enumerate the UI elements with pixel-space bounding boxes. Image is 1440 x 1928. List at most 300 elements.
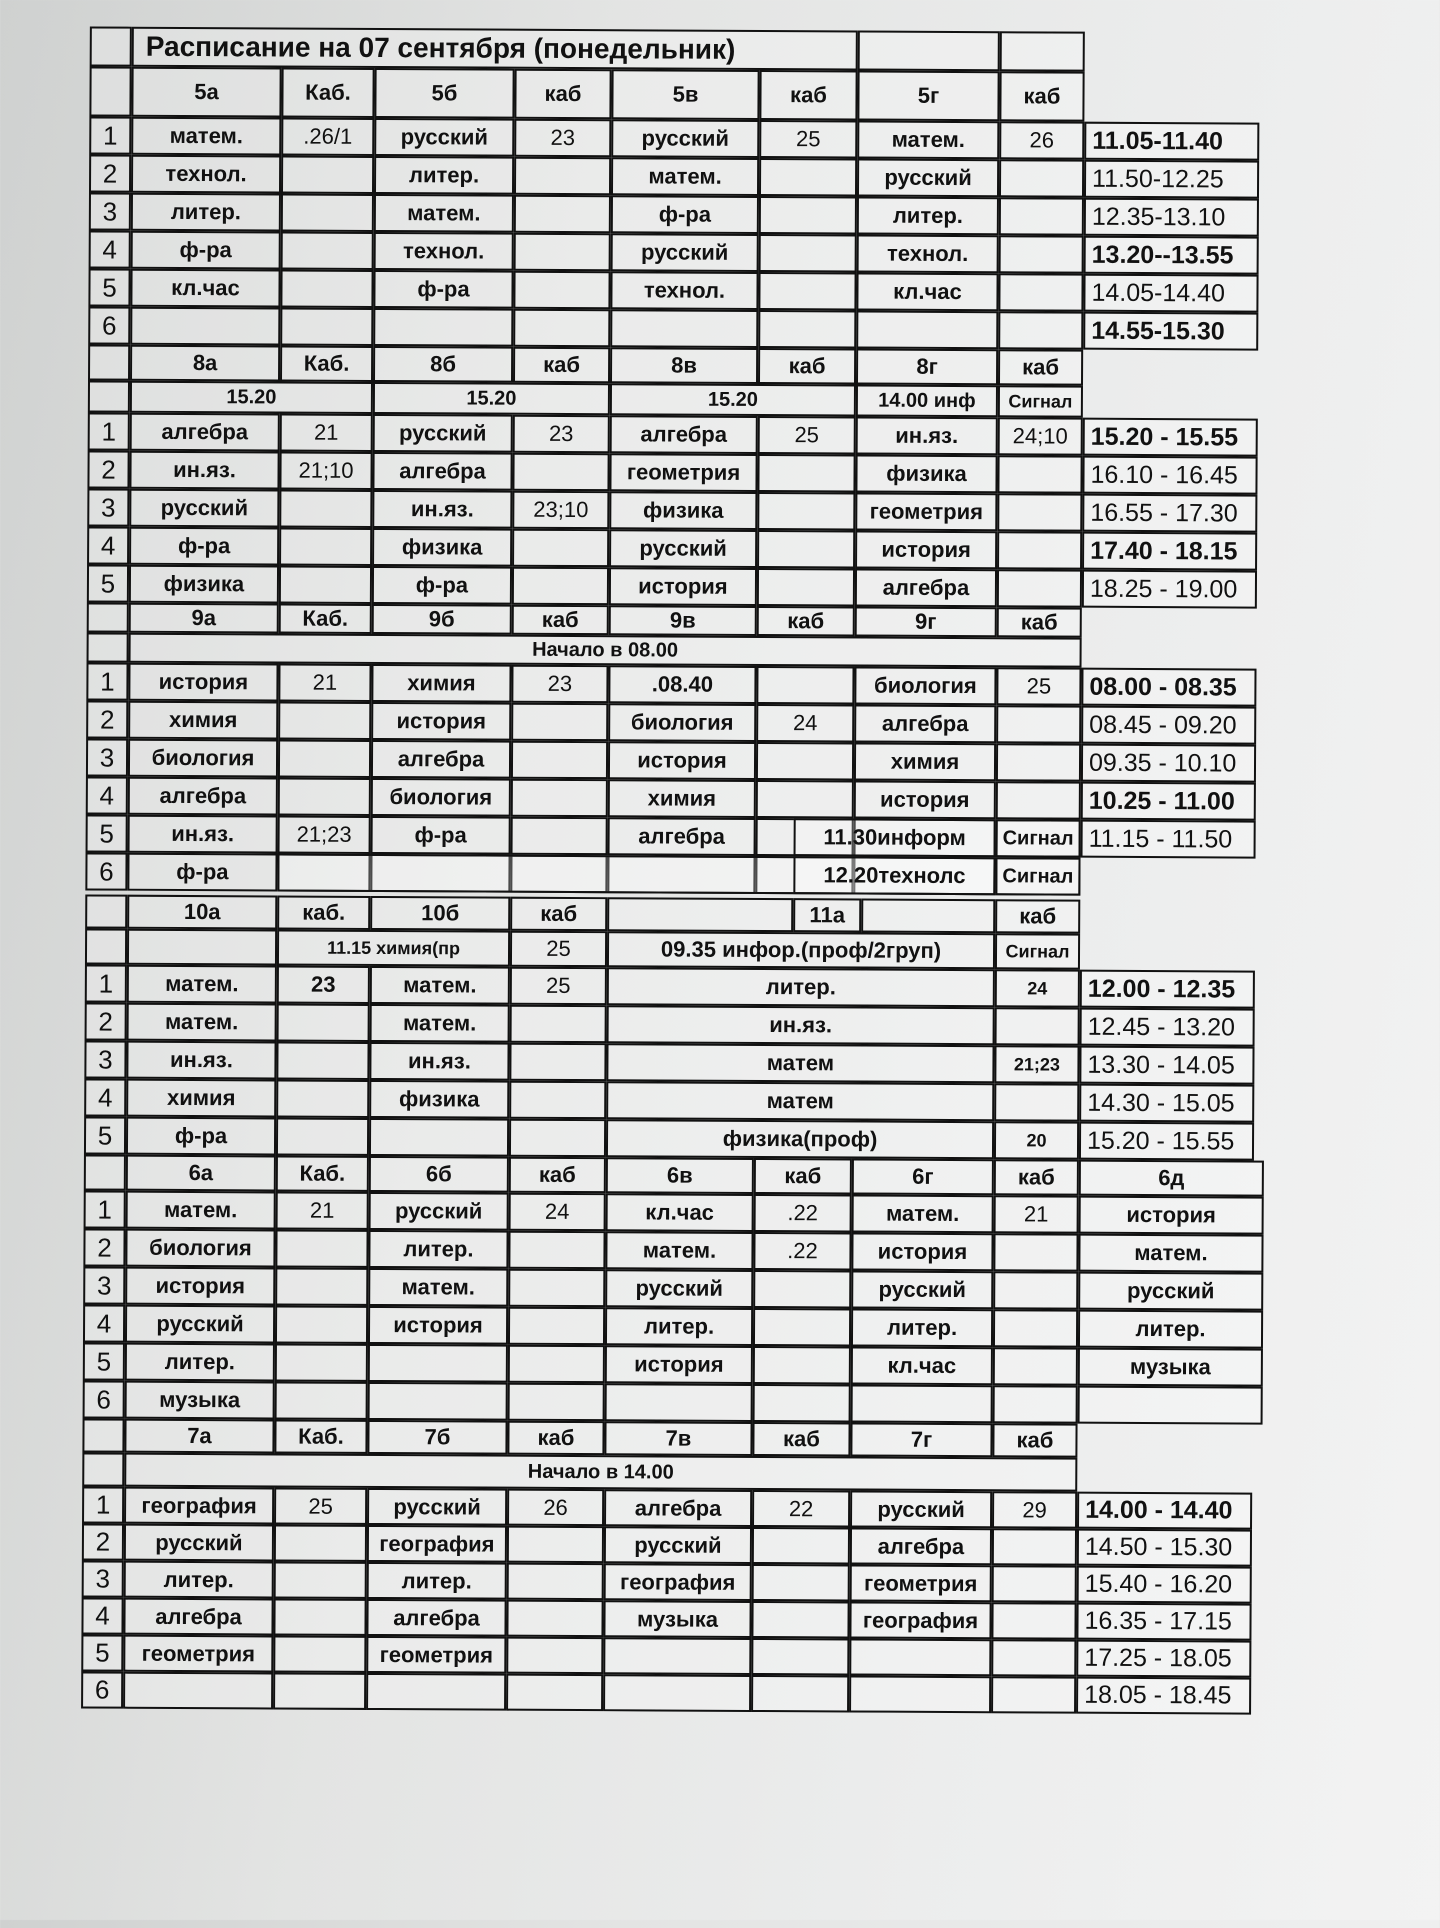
subject-cell: алгебра <box>130 413 280 452</box>
subject-cell: литер. <box>374 156 514 195</box>
lesson-time: 14.30 - 15.05 <box>1079 1084 1254 1123</box>
subject-cell: география <box>367 1525 507 1563</box>
subject-cell: биология <box>125 1229 275 1268</box>
start-time: 15.20 <box>373 382 610 415</box>
subject-cell: химия <box>371 664 511 703</box>
lesson-number: 2 <box>87 450 129 488</box>
column-header: 6б <box>369 1156 509 1193</box>
column-header: каб <box>998 349 1083 385</box>
room-cell <box>997 455 1082 493</box>
room-cell: 23 <box>277 965 370 1003</box>
blank <box>85 894 127 928</box>
lesson-number: 3 <box>89 192 131 230</box>
room-cell <box>273 1672 366 1709</box>
lesson-number: 6 <box>88 306 130 344</box>
subject-cell: алгебра <box>371 740 511 779</box>
lesson-number: 6 <box>85 852 127 890</box>
column-header: каб <box>995 899 1080 933</box>
lesson-time: 14.05-14.40 <box>1083 274 1258 313</box>
subject-cell: история <box>128 663 278 702</box>
room-cell <box>279 527 372 565</box>
room-cell: 20 <box>994 1121 1079 1159</box>
room-cell: 26 <box>999 121 1084 159</box>
subject-cell <box>605 1383 753 1422</box>
lesson-number: 4 <box>87 526 129 564</box>
subject-cell: география <box>604 1563 752 1601</box>
subject-cell: русский <box>851 1270 993 1309</box>
room-cell <box>756 742 854 781</box>
subject-cell: география <box>849 1601 991 1639</box>
room-cell <box>759 234 857 273</box>
room-cell <box>514 195 611 234</box>
room-cell <box>275 1267 368 1305</box>
room-cell <box>511 817 608 856</box>
room-cell: 21;23 <box>278 815 371 853</box>
subject-cell: история <box>851 1232 993 1271</box>
room-cell: 23 <box>514 119 611 158</box>
subject-cell: география <box>124 1487 274 1525</box>
subject-cell: физика <box>609 491 757 530</box>
column-header: Каб. <box>274 1419 367 1453</box>
room-cell <box>508 1345 605 1384</box>
room-cell <box>507 1526 604 1564</box>
lesson-number: 1 <box>86 662 128 700</box>
lesson-number: 4 <box>84 1078 126 1116</box>
room-cell <box>996 705 1081 743</box>
room-cell <box>507 1563 604 1601</box>
column-header: каб <box>992 1423 1077 1457</box>
column-header: каб <box>514 69 611 120</box>
lesson-time: 15.40 - 16.20 <box>1077 1566 1252 1604</box>
column-header: 8б <box>373 346 513 383</box>
room-cell <box>992 1565 1077 1602</box>
lesson-time: 12.35-13.10 <box>1084 198 1259 237</box>
subject-cell: биология <box>128 739 278 778</box>
room-cell <box>280 269 373 307</box>
room-cell <box>513 271 610 310</box>
blank <box>127 929 277 966</box>
room-cell <box>276 1079 369 1117</box>
title-blank <box>858 30 1000 71</box>
subject-cell: матем. <box>127 1003 277 1042</box>
lesson-number: 4 <box>86 776 128 814</box>
room-cell <box>992 1528 1077 1565</box>
room-cell <box>756 666 854 705</box>
lesson-number: 5 <box>87 564 129 602</box>
lesson-number: 1 <box>85 964 127 1002</box>
room-cell <box>997 569 1082 607</box>
subject-cell: ф-ра <box>373 270 513 309</box>
room-cell <box>278 701 371 739</box>
subject-cell: история <box>609 567 757 606</box>
column-header: каб <box>513 347 610 384</box>
column-header: каб <box>510 897 607 932</box>
title-blank <box>1000 31 1085 71</box>
column-header: Каб. <box>276 1155 369 1191</box>
subject-cell <box>849 1675 991 1713</box>
subject-cell: матем. <box>374 194 514 233</box>
lesson-number: 3 <box>87 488 129 526</box>
subject-cell <box>123 1672 273 1710</box>
subject-cell: литер. <box>607 967 995 1007</box>
blank <box>82 1452 124 1486</box>
column-header: 6а <box>126 1155 276 1192</box>
lesson-time: 14.50 - 15.30 <box>1077 1529 1252 1567</box>
lesson-number: 4 <box>83 1304 125 1342</box>
room-cell <box>512 529 609 568</box>
lesson-number: 6 <box>81 1671 123 1708</box>
column-header: каб <box>512 605 609 636</box>
room-cell <box>512 567 609 606</box>
room-cell <box>278 777 371 815</box>
header-blank <box>89 66 131 116</box>
room-cell: 23 <box>511 665 608 704</box>
subject-cell: матем. <box>370 1004 510 1043</box>
lesson-number: 1 <box>84 1190 126 1228</box>
room-cell <box>753 1270 851 1309</box>
room-cell <box>509 1081 606 1120</box>
room-cell: 25 <box>274 1487 367 1524</box>
column-header: 8а <box>130 345 280 382</box>
room-cell <box>999 197 1084 235</box>
lesson-time: 12.45 - 13.20 <box>1080 1008 1255 1047</box>
subject-cell: история <box>125 1267 275 1306</box>
subject-cell: геометрия <box>123 1635 273 1673</box>
subject-cell: русский <box>611 233 759 272</box>
room-cell: 23;10 <box>512 491 609 530</box>
room-cell <box>280 307 373 345</box>
start-time: 15.20 <box>610 383 856 416</box>
subject-cell: русский <box>374 118 514 157</box>
subject-cell: химия <box>854 742 996 781</box>
subject-cell: литер. <box>367 1562 507 1600</box>
lesson-number: 4 <box>81 1597 123 1634</box>
lesson-number: 5 <box>81 1634 123 1671</box>
lesson-number: 5 <box>84 1116 126 1154</box>
subject-cell: ф-ра <box>372 566 512 605</box>
subject-cell: история <box>368 1306 508 1345</box>
subject-cell: алгебра <box>855 568 997 607</box>
blank <box>88 380 130 412</box>
column-header: каб <box>754 1158 852 1195</box>
lesson-number: 2 <box>89 154 131 192</box>
room-cell: .26/1 <box>281 117 374 155</box>
subject-cell: кл.час <box>606 1193 754 1232</box>
subject-cell: ин.яз. <box>369 1042 509 1081</box>
room-cell <box>510 1005 607 1044</box>
lesson-number: 2 <box>85 1002 127 1040</box>
column-header: 5в <box>611 69 759 120</box>
subject-cell: ф-ра <box>131 231 281 270</box>
subject-cell: химия <box>608 779 756 818</box>
room-cell: 25 <box>758 416 856 455</box>
lesson-time: 12.00 - 12.35 <box>1080 970 1255 1009</box>
room-cell <box>758 272 856 311</box>
lesson-note: 09.35 инфор.(проф/2груп) <box>607 931 995 969</box>
lesson-number: 3 <box>82 1560 124 1597</box>
column-header <box>607 897 793 932</box>
lesson-number: 5 <box>83 1342 125 1380</box>
room-cell <box>999 159 1084 197</box>
column-header: каб <box>757 606 855 637</box>
lesson-number: 3 <box>86 738 128 776</box>
room-cell <box>506 1674 603 1712</box>
blank <box>85 928 127 964</box>
room-cell <box>997 531 1082 569</box>
subject-cell: матем. <box>127 965 277 1004</box>
column-header: 7б <box>367 1420 507 1455</box>
subject-cell: биология <box>608 703 756 742</box>
lesson-time: 09.35 - 10.10 <box>1081 744 1256 783</box>
subject-cell <box>851 1384 993 1423</box>
subject-cell: матем. <box>126 1191 276 1230</box>
room-cell <box>273 1635 366 1672</box>
lesson-number: 2 <box>82 1523 124 1560</box>
column-header: 6в <box>606 1157 754 1194</box>
lesson-time: 13.30 - 14.05 <box>1079 1046 1254 1085</box>
lesson-time: 14.55-15.30 <box>1083 312 1258 351</box>
room-cell <box>274 1524 367 1561</box>
room-cell <box>506 1637 603 1675</box>
room-cell <box>993 1271 1078 1309</box>
room-cell <box>509 1043 606 1082</box>
lesson-number: 1 <box>82 1486 124 1523</box>
lesson-time: 17.40 - 18.15 <box>1082 532 1257 571</box>
column-header: каб <box>758 348 856 385</box>
column-header: Каб. <box>279 603 372 633</box>
room-cell <box>996 781 1081 819</box>
room-cell <box>991 1639 1076 1676</box>
column-header: 10а <box>127 895 277 930</box>
room-cell <box>279 565 372 603</box>
subject-cell: химия <box>128 701 278 740</box>
subject-cell: физика <box>129 565 279 604</box>
room-cell <box>752 1564 850 1602</box>
room-cell <box>281 193 374 231</box>
subject-cell <box>1078 1386 1263 1425</box>
room-cell: 26 <box>507 1489 604 1527</box>
lesson-time: 16.35 - 17.15 <box>1076 1603 1251 1641</box>
room-cell: 21;10 <box>279 451 372 489</box>
column-header: 5а <box>131 67 281 118</box>
lesson-time: 11.15 - 11.50 <box>1081 820 1256 859</box>
subject-cell: биология <box>854 666 996 705</box>
room-cell <box>514 233 611 272</box>
column-header <box>861 899 995 934</box>
subject-cell: технол. <box>374 232 514 271</box>
room-cell <box>276 1041 369 1079</box>
subject-cell <box>603 1637 751 1675</box>
subject-cell: русский <box>604 1526 752 1564</box>
room-cell <box>759 158 857 197</box>
room-cell <box>508 1231 605 1270</box>
subject-cell: русский <box>124 1524 274 1562</box>
header-blank <box>88 344 130 380</box>
subject-cell: русский <box>609 529 757 568</box>
subject-cell: русский <box>857 158 999 197</box>
subject-cell <box>610 309 758 348</box>
column-header: 9а <box>129 603 279 634</box>
subject-cell <box>373 308 513 347</box>
lesson-time: 13.20--13.55 <box>1084 236 1259 275</box>
lesson-time: 15.20 - 15.55 <box>1079 1122 1254 1161</box>
column-header: 8г <box>856 348 998 385</box>
subject-cell: матем. <box>370 966 510 1005</box>
lesson-note: 12.20технолс <box>793 856 995 895</box>
subject-cell: русский <box>605 1269 753 1308</box>
lesson-number: 3 <box>83 1266 125 1304</box>
subject-cell: литер. <box>125 1343 275 1382</box>
column-header: каб <box>994 1159 1079 1195</box>
room-cell <box>757 454 855 493</box>
subject-cell: технол. <box>857 234 999 273</box>
room-cell <box>511 703 608 742</box>
lesson-number: 5 <box>88 268 130 306</box>
lesson-time: 08.45 - 09.20 <box>1081 706 1256 745</box>
room-cell <box>751 1601 849 1639</box>
room-cell <box>991 1676 1076 1713</box>
room-cell <box>994 1083 1079 1121</box>
room-cell <box>757 568 855 607</box>
start-note: Начало в 08.00 <box>129 633 1082 668</box>
room-cell <box>756 780 854 819</box>
subject-cell: геометрия <box>609 453 757 492</box>
room-cell: 22 <box>752 1490 850 1528</box>
subject-cell: русский <box>1078 1272 1263 1311</box>
room-cell <box>274 1561 367 1598</box>
column-header: 7г <box>850 1422 992 1457</box>
subject-cell: алгебра <box>854 704 996 743</box>
column-header: 7в <box>604 1421 752 1456</box>
signal-note: Сигнал <box>998 385 1083 417</box>
room-cell: 23 <box>513 415 610 454</box>
lesson-time: 18.05 - 18.45 <box>1076 1677 1251 1715</box>
room-cell <box>757 492 855 531</box>
room-cell <box>511 779 608 818</box>
subject-cell: литер. <box>857 196 999 235</box>
column-header: каб <box>752 1422 850 1457</box>
column-header: Каб. <box>280 345 373 381</box>
subject-cell: ф-ра <box>129 527 279 566</box>
room-cell: 25 <box>510 931 607 968</box>
start-time: 15.20 <box>130 381 373 414</box>
room-cell: .22 <box>754 1194 852 1233</box>
subject-cell <box>849 1638 991 1676</box>
subject-cell: матем. <box>131 117 281 156</box>
lesson-number: 2 <box>86 700 128 738</box>
subject-cell: .08.40 <box>608 665 756 704</box>
room-cell <box>751 1638 849 1676</box>
room-cell <box>513 309 610 348</box>
subject-cell: литер. <box>851 1308 993 1347</box>
lesson-time: 17.25 - 18.05 <box>1076 1640 1251 1678</box>
subject-cell: биология <box>371 778 511 817</box>
subject-cell: русский <box>850 1490 992 1528</box>
start-time: 14.00 инф <box>856 384 998 417</box>
subject-cell: геометрия <box>855 492 997 531</box>
subject-cell <box>856 310 998 349</box>
lesson-number: 4 <box>89 230 131 268</box>
subject-cell: технол. <box>131 155 281 194</box>
subject-cell: геометрия <box>850 1564 992 1602</box>
room-cell <box>277 1003 370 1041</box>
subject-cell: история <box>1079 1196 1264 1235</box>
room-cell <box>278 739 371 777</box>
room-cell: 25 <box>759 120 857 159</box>
room-cell: 24 <box>995 969 1080 1007</box>
subject-cell: алгебра <box>372 452 512 491</box>
lesson-time: 11.50-12.25 <box>1084 160 1259 199</box>
subject-cell: ин.яз. <box>129 451 279 490</box>
signal-note: Сигнал <box>995 857 1080 895</box>
room-cell <box>512 453 609 492</box>
subject-cell: история <box>371 702 511 741</box>
room-cell: 25 <box>996 667 1081 705</box>
room-cell <box>997 493 1082 531</box>
room-cell: 24;10 <box>998 417 1083 455</box>
column-header: 10б <box>370 896 510 931</box>
subject-cell: история <box>605 1345 753 1384</box>
subject-cell: алгебра <box>123 1598 273 1636</box>
room-cell <box>508 1383 605 1422</box>
column-header: 6г <box>852 1158 994 1195</box>
subject-cell: матем. <box>852 1194 994 1233</box>
subject-cell: матем. <box>605 1231 753 1270</box>
room-cell <box>753 1384 851 1423</box>
room-cell <box>993 1385 1078 1423</box>
subject-cell: алгебра <box>366 1599 506 1637</box>
room-cell: 21 <box>276 1191 369 1229</box>
room-cell <box>511 741 608 780</box>
subject-cell: химия <box>126 1079 276 1118</box>
subject-cell: музыка <box>125 1381 275 1420</box>
subject-cell: физика <box>369 1080 509 1119</box>
room-cell <box>273 1598 366 1635</box>
room-cell <box>998 311 1083 349</box>
blank <box>84 1154 126 1190</box>
subject-cell: кл.час <box>130 269 280 308</box>
column-header: 7а <box>124 1419 274 1454</box>
room-cell <box>275 1381 368 1419</box>
column-header: каб <box>999 71 1084 121</box>
subject-cell: кл.час <box>856 272 998 311</box>
room-cell <box>993 1233 1078 1271</box>
subject-cell: русский <box>373 414 513 453</box>
signal-note: Сигнал <box>995 933 1080 969</box>
subject-cell: русский <box>611 119 759 158</box>
subject-cell: литер. <box>124 1561 274 1599</box>
room-cell <box>275 1229 368 1267</box>
blank <box>82 1418 124 1452</box>
signal-note: Сигнал <box>996 819 1081 857</box>
room-cell: .22 <box>753 1232 851 1271</box>
lesson-number: 6 <box>83 1380 125 1418</box>
room-cell <box>757 530 855 569</box>
lesson-number: 2 <box>83 1228 125 1266</box>
subject-cell: алгебра <box>608 817 756 856</box>
column-header: 11а <box>793 898 861 932</box>
lesson-note: 11.15 химия(пр <box>277 929 510 966</box>
blank <box>87 632 129 662</box>
room-cell: 21;23 <box>994 1045 1079 1083</box>
room-cell <box>751 1675 849 1713</box>
subject-cell: музыка <box>603 1600 751 1638</box>
room-cell <box>508 1307 605 1346</box>
column-header: каб <box>997 607 1082 637</box>
room-cell: 21 <box>280 413 373 451</box>
subject-cell <box>130 307 280 346</box>
room-cell: 24 <box>756 704 854 743</box>
